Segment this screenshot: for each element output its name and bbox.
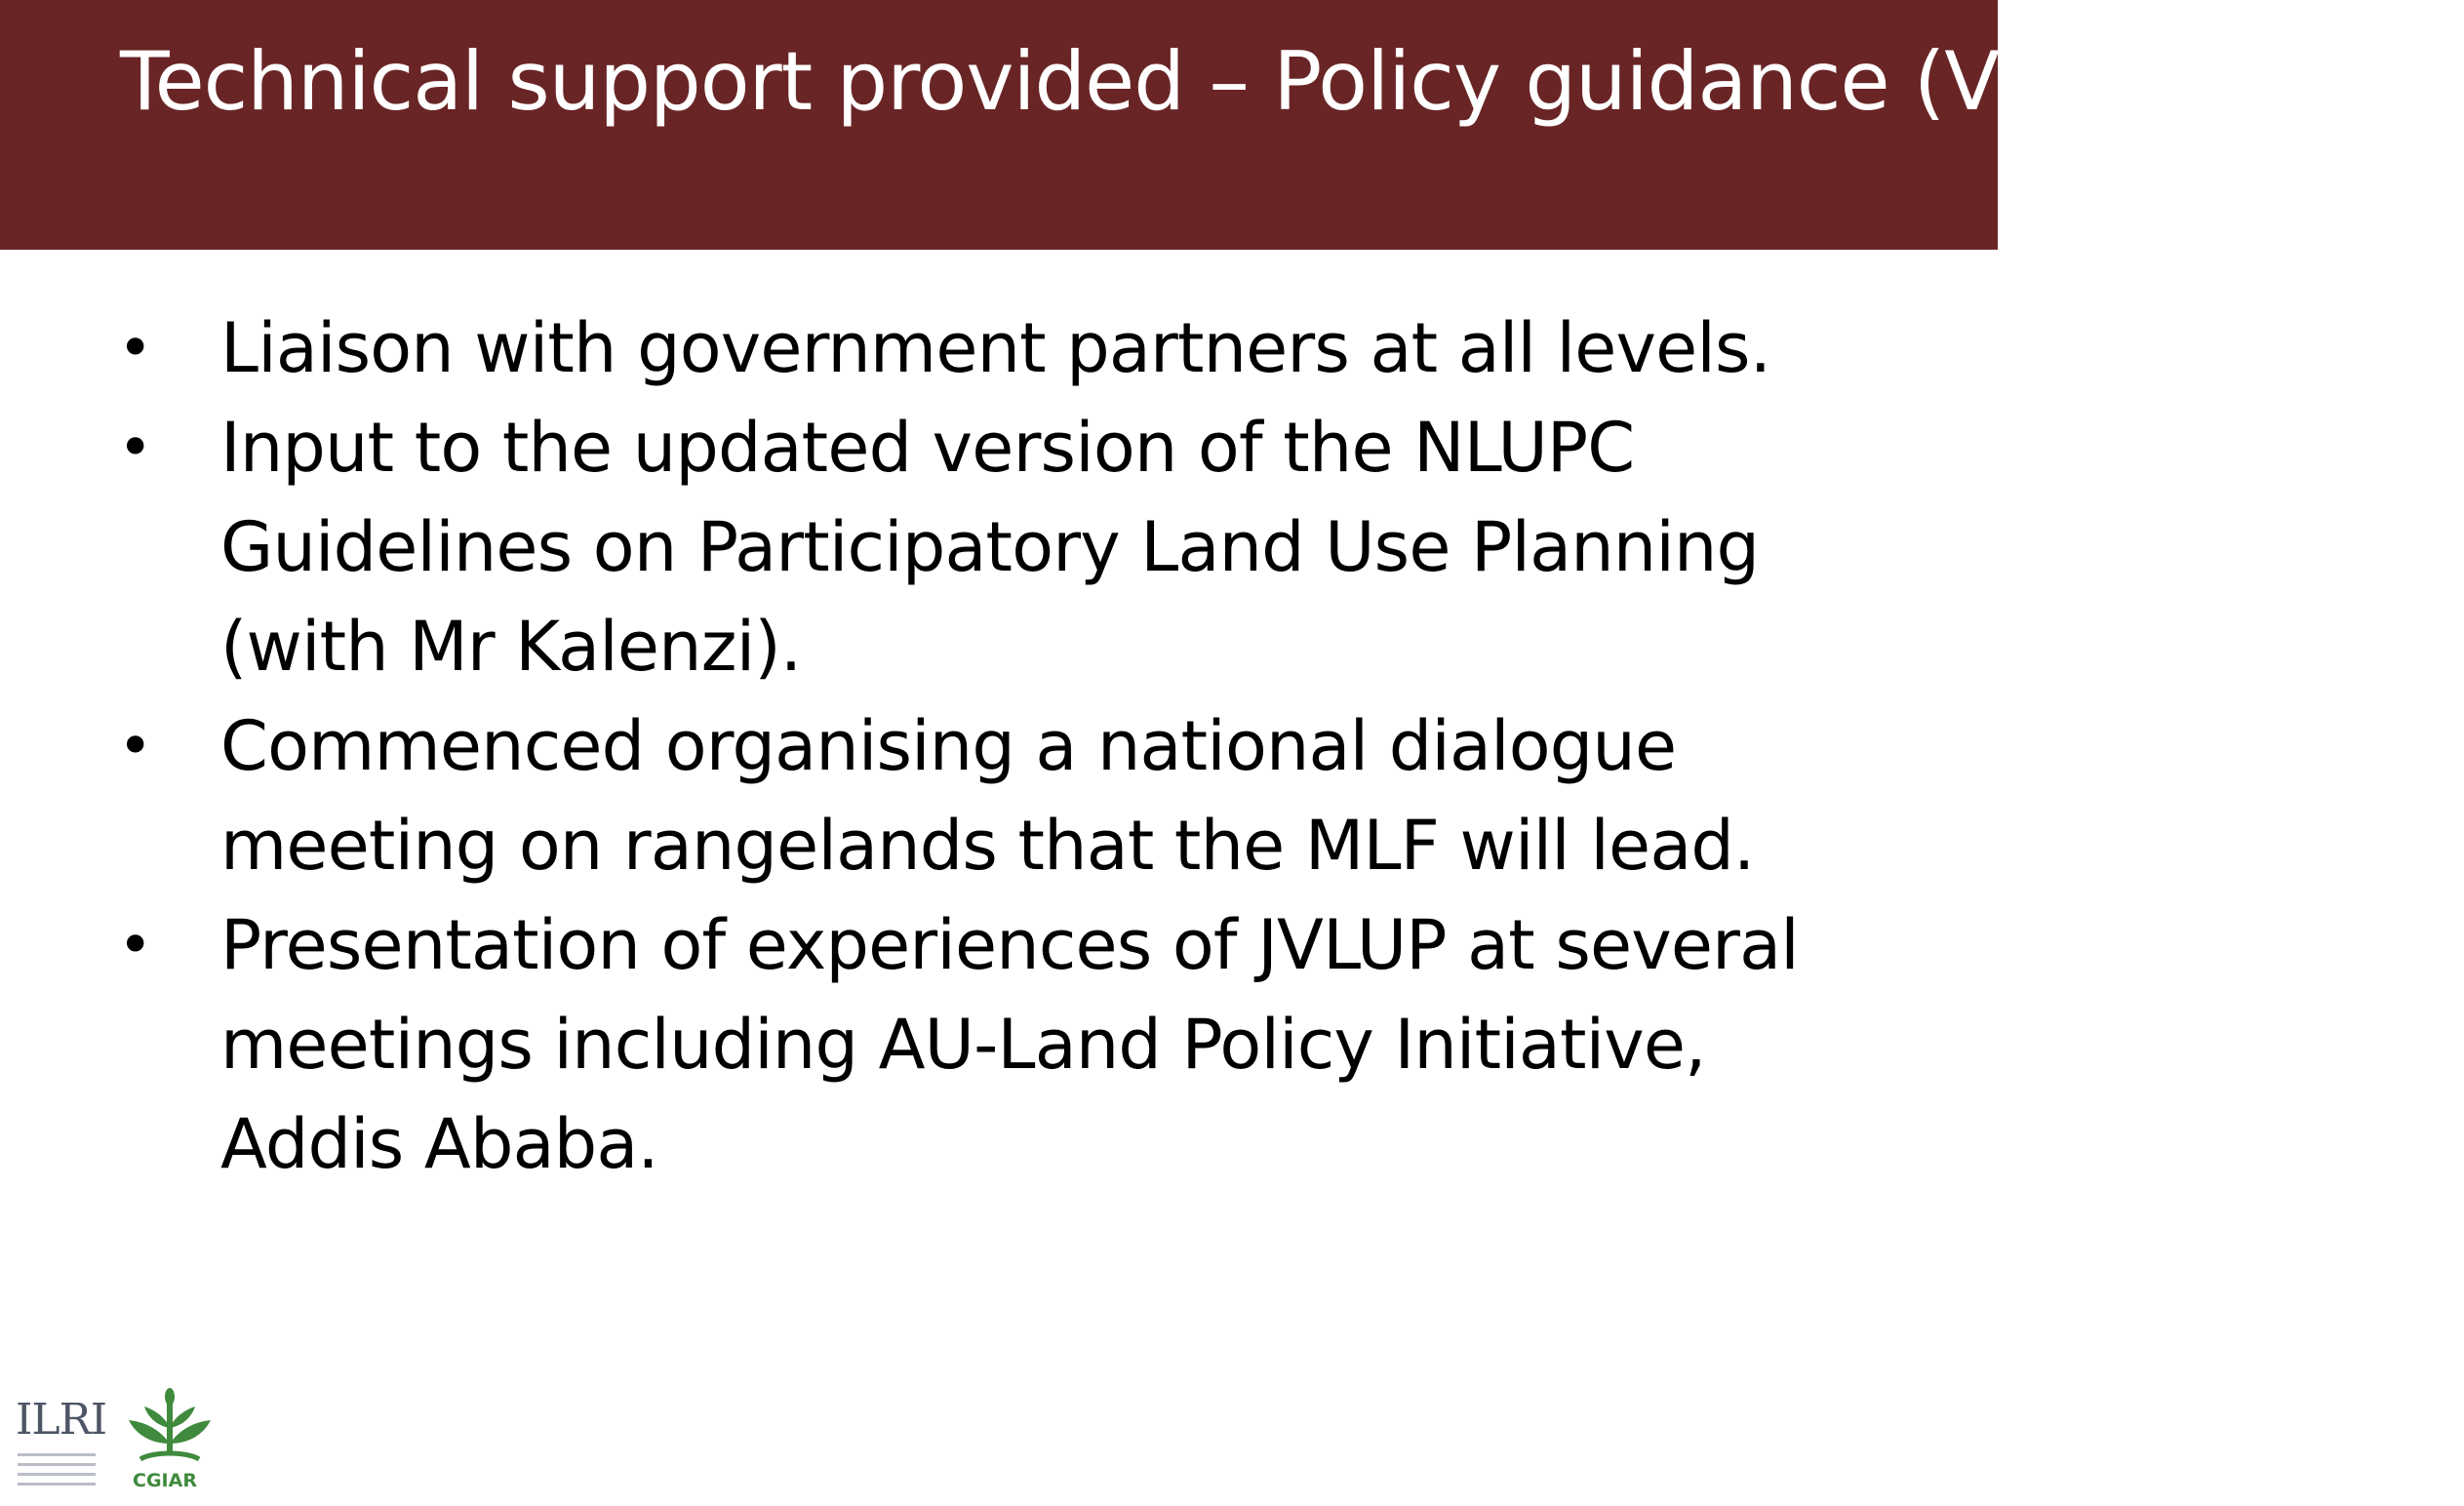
cgiar-logo: [123, 1387, 217, 1498]
bullet-dot-icon: •: [118, 911, 153, 979]
bullet-dot-icon: •: [118, 712, 153, 780]
wheat-sprout-icon: [123, 1387, 217, 1469]
slide-title: Technical support provided – Policy guidance (Victor Mwita): [120, 34, 2464, 129]
ilri-logo-text: ILRI: [16, 1395, 107, 1445]
footer-logos: [0, 1375, 293, 1498]
ilri-subtitle-lines-icon: [14, 1447, 101, 1506]
cgiar-logo-text: CGIAR: [133, 1470, 197, 1491]
bullet-text: Commenced organising a national dialogue meeting on rangelands that the MLF will lead.: [220, 706, 1755, 886]
bullet-dot-icon: •: [118, 414, 153, 482]
bullet-text: Liaison with government partners at all levels.: [220, 308, 1771, 388]
bullet-text: Input to the updated version of the NLUPC Guidelines on Participatory Land Use Planning (with Mr Kalenzi).: [220, 408, 1760, 687]
bullet-text: Presentation of experiences of JVLUP at several meetings including AU-Land Policy Initiative, Addis Ababa.: [220, 905, 1799, 1184]
ilri-logo: [14, 1393, 107, 1494]
bullet-dot-icon: •: [118, 314, 153, 382]
